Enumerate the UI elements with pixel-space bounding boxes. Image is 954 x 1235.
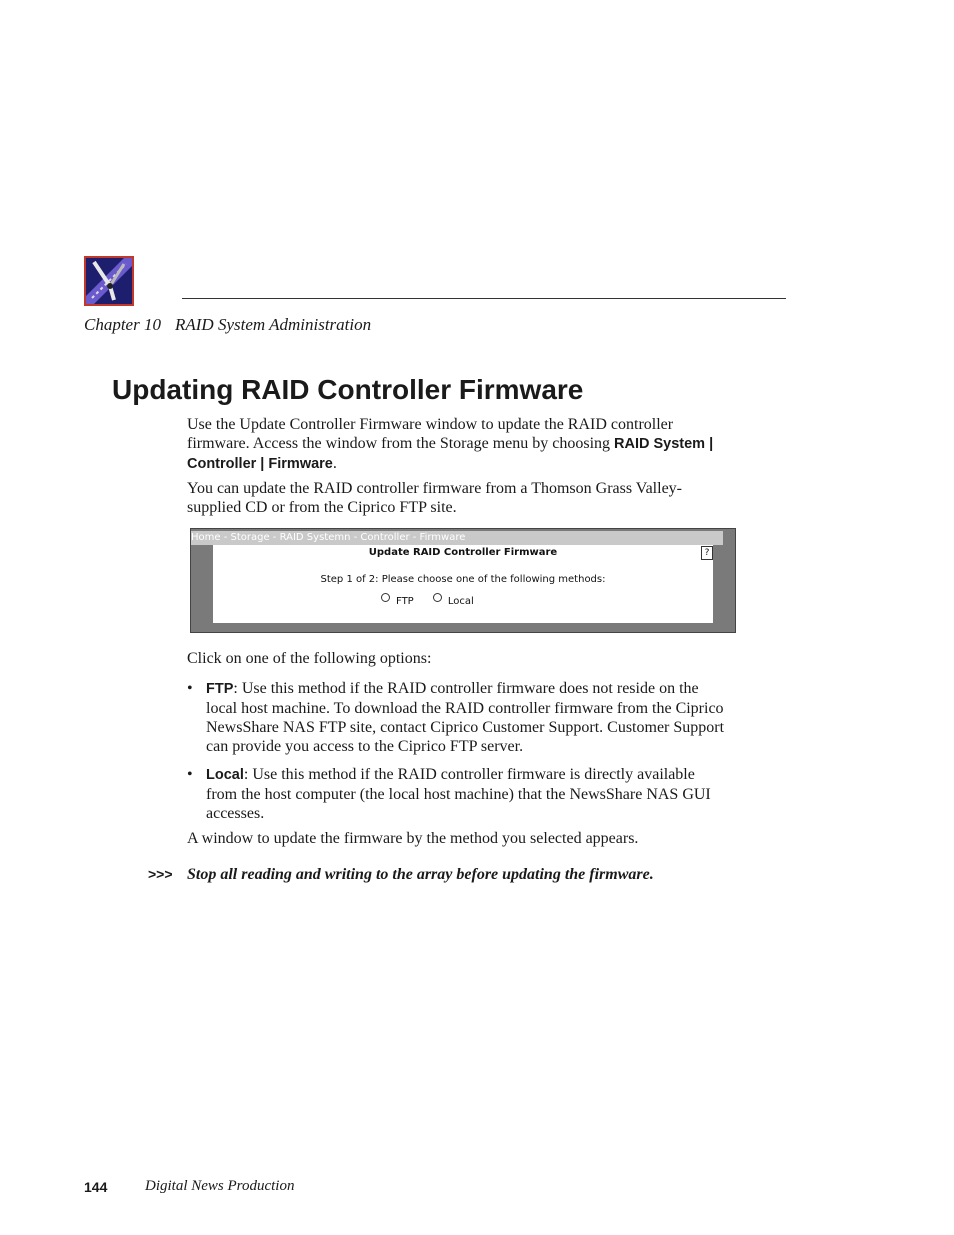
bullet-icon: •	[187, 680, 193, 697]
footer-book-title: Digital News Production	[145, 1178, 295, 1194]
help-icon[interactable]: ?	[701, 546, 713, 560]
result-paragraph: A window to update the firmware by the method you selected appears.	[187, 830, 639, 847]
list-item-local	[187, 765, 727, 823]
window-panel	[213, 545, 713, 623]
local-radio[interactable]	[433, 593, 442, 602]
step-instruction: Step 1 of 2: Please choose one of the following methods:	[320, 574, 606, 585]
caution-marker: >>>	[148, 866, 173, 882]
chapter-title: RAID System Administration	[174, 315, 372, 334]
list-item-ftp	[187, 679, 727, 756]
ftp-radio[interactable]	[381, 593, 390, 602]
section-title: Updating RAID Controller Firmware	[112, 374, 584, 405]
bullet-text: : Use this method if the RAID controller firmware does not reside on the local host machine. To download the RAID controller firmware from the Ciprico NewsShare NAS FTP site, contact Ciprico Customer Support. Customer Support can provide you access to the Ciprico FTP server.	[206, 680, 725, 755]
bullet-icon: •	[187, 766, 193, 783]
intro-paragraph-2: You can update the RAID controller firmware from a Thomson Grass Valley-supplied CD or from the Ciprico FTP site.	[187, 480, 682, 516]
ftp-option[interactable]: FTP	[381, 593, 414, 607]
chapter-number: Chapter 10	[84, 315, 161, 334]
film-editing-logo-icon	[84, 256, 134, 306]
bullet-text: : Use this method if the RAID controller firmware is directly available from the host computer (the local host machine) that the NewsShare NAS GUI accesses.	[206, 766, 711, 822]
update-firmware-window-screenshot	[190, 528, 736, 633]
bullet-term: FTP	[206, 681, 234, 697]
local-option[interactable]: Local	[433, 593, 474, 607]
caution-note	[148, 866, 654, 884]
page-number: 144	[84, 1179, 108, 1195]
bullet-term: Local	[206, 767, 244, 783]
chapter-header	[84, 315, 371, 335]
breadcrumb: Home - Storage - RAID Systemn - Controller - Firmware	[191, 531, 723, 545]
intro-paragraph-1: Use the Update Controller Firmware window to update the RAID controller firmware. Access the window from the Storage menu by choosing RAID System | Controller | Firmware.	[187, 416, 714, 472]
header-rule	[182, 298, 786, 299]
caution-text: Stop all reading and writing to the array before updating the firmware.	[187, 866, 654, 883]
method-options	[381, 593, 490, 607]
window-title: Update RAID Controller Firmware	[368, 547, 558, 558]
click-instruction: Click on one of the following options:	[187, 650, 432, 667]
menu-path: RAID System | Controller | Firmware	[187, 436, 714, 472]
